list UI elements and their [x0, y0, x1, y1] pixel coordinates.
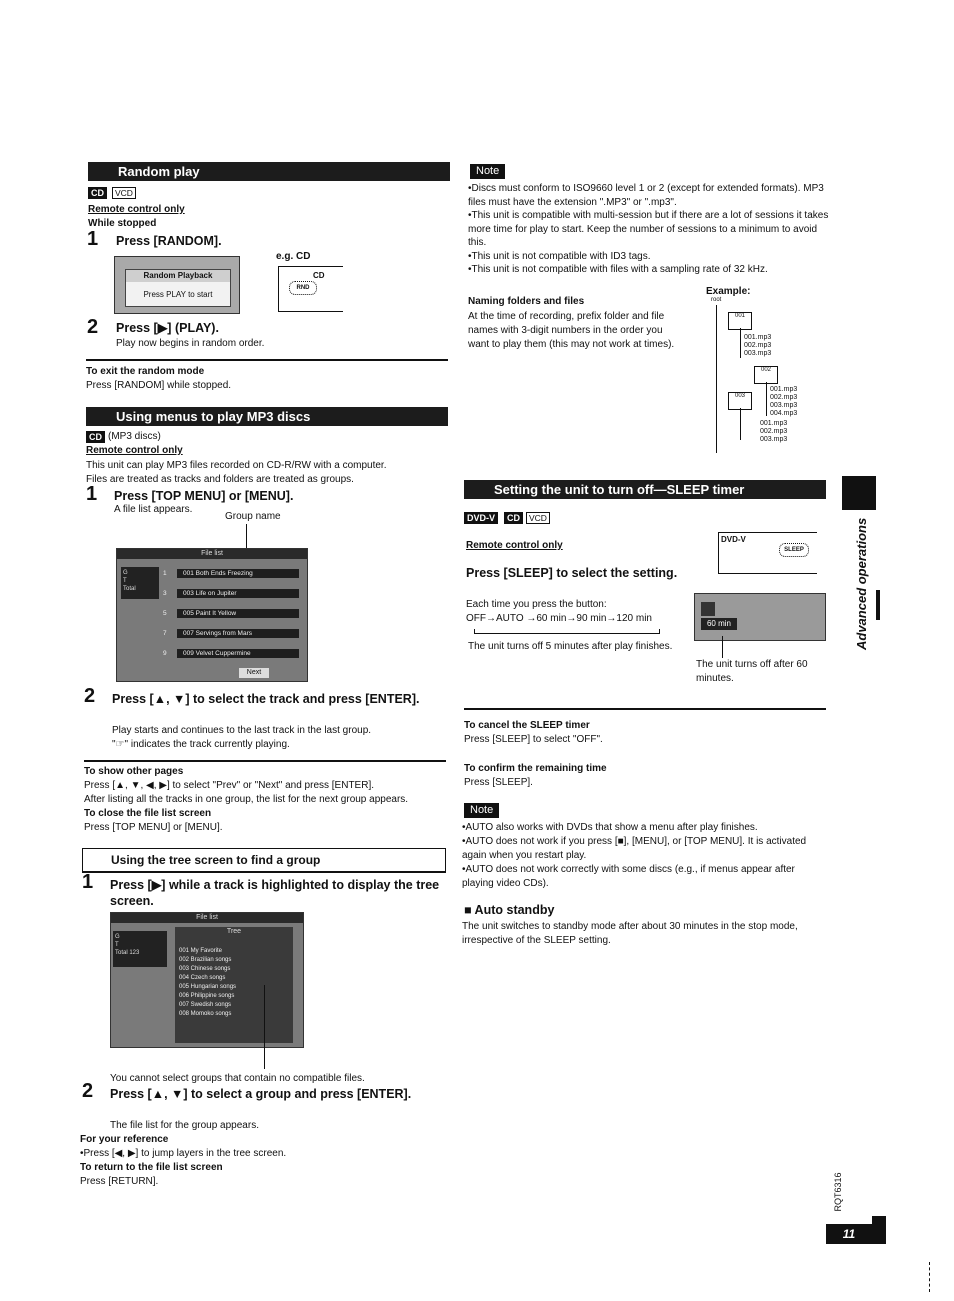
vcd-badge: VCD [112, 187, 136, 199]
remote-only-label: Remote control only [466, 540, 563, 551]
naming-title: Naming folders and files [468, 296, 585, 307]
dvd-v-badge: DVD-V [464, 512, 498, 524]
tree-caption: You cannot select groups that contain no compatible files. [110, 1073, 365, 1084]
step-title: Press [▲, ▼] to select the track and press [ENTER]. [112, 692, 420, 706]
document-code: RQT6316 [833, 1172, 843, 1212]
step-text: Play now begins in random order. [116, 338, 265, 349]
note-item: •AUTO also works with DVDs that show a menu after play finishes. [462, 822, 758, 833]
list-item-name: 003 Life on Jupiter [183, 590, 237, 597]
list-item-number: 7 [163, 630, 167, 637]
step-title: Press [SLEEP] to select the setting. [466, 566, 678, 580]
each-time-text: Each time you press the button: [466, 599, 607, 610]
side-section-label: Advanced operations [854, 517, 869, 650]
tree-item: 005 Hungarian songs [179, 984, 237, 990]
step-title: Press [TOP MENU] or [MENU]. [114, 489, 294, 503]
step-text: Play starts and continues to the last track in the last group. [112, 725, 372, 736]
remote-illustration [718, 532, 817, 574]
section-header-random-play: Random play [88, 162, 450, 181]
other-pages-text: After listing all the tracks in one group, the list for the next group appears. [84, 794, 409, 805]
subsection-header-tree [82, 848, 446, 873]
list-item [163, 649, 299, 658]
example-label: Example: [706, 286, 751, 297]
screen-dialog-title: Random Playback [126, 270, 230, 282]
step-title: Press [▶] while a track is highlighted to display the tree screen. [110, 878, 440, 908]
tree-branch [740, 328, 741, 358]
random-playback-screen [114, 256, 240, 314]
file-list-screen [116, 548, 308, 682]
cd-badge: CD [86, 431, 105, 443]
file-list [760, 420, 787, 444]
other-pages-title: To show other pages [84, 766, 184, 777]
list-item-number: 5 [163, 610, 167, 617]
step-number: 1 [87, 228, 99, 250]
confirm-time-title: To confirm the remaining time [464, 763, 607, 774]
return-title: To return to the file list screen [80, 1162, 223, 1173]
sleep-sequence: OFF→AUTO →60 min→90 min→120 min [466, 613, 652, 624]
file-list [770, 386, 797, 418]
side-label: Total [123, 586, 136, 592]
tree-item: 006 Philippine songs [179, 993, 235, 999]
remote-mode-label: DVD-V [721, 535, 746, 544]
file-name: 003.mp3 [760, 436, 788, 443]
intro-text: Files are treated as tracks and folders are treated as groups. [86, 474, 354, 485]
intro-text: This unit can play MP3 files recorded on CD-R/RW with a computer. [86, 460, 387, 471]
auto-note: The unit turns off 5 minutes after play finishes. [468, 641, 673, 652]
step-number: 2 [82, 1080, 94, 1102]
screen-header: File list [111, 913, 303, 923]
file-name: 003.mp3 [770, 402, 798, 409]
note-label: Note [470, 164, 505, 179]
reference-title: For your reference [80, 1134, 169, 1145]
tree-screen [110, 912, 304, 1048]
sequence-loop-arrow [474, 629, 660, 634]
tree-panel [175, 927, 293, 1043]
step-title: Press [RANDOM]. [116, 234, 222, 248]
sleep-display-caption: The unit turns off after 60 minutes. [696, 659, 808, 684]
page-number: 11 [826, 1224, 872, 1244]
side-bar-marker [876, 590, 880, 620]
side-label: Total 123 [115, 950, 140, 956]
note-list [468, 182, 830, 277]
cd-button-label: CD [313, 271, 325, 280]
file-name: 004.mp3 [770, 410, 798, 417]
auto-standby-text: The unit switches to standby mode after about 30 minutes in the stop mode, irrespective of the SLEEP setting. [462, 921, 798, 946]
folder-icon: 001 [728, 312, 752, 330]
mp3-discs-label: (MP3 discs) [108, 431, 161, 442]
list-item [163, 609, 299, 618]
file-name: 001.mp3 [744, 334, 772, 341]
screen-header: File list [117, 549, 307, 559]
file-name: 003.mp3 [744, 350, 772, 357]
divider [464, 708, 826, 710]
callout-line [722, 636, 723, 658]
remote-only-label: Remote control only [88, 204, 185, 215]
section-header-sleep-timer: Setting the unit to turn off—SLEEP timer [464, 480, 826, 499]
section-header-mp3-menus: Using menus to play MP3 discs [86, 407, 448, 426]
tree-panel-label: Tree [226, 928, 242, 935]
tree-item: 007 Swedish songs [179, 1002, 232, 1008]
file-name: 002.mp3 [760, 428, 788, 435]
vcd-badge: VCD [526, 512, 550, 524]
screen-side-panel [121, 567, 159, 599]
auto-standby-title: ■ Auto standby [464, 903, 555, 917]
tree-trunk [716, 305, 717, 453]
file-list [744, 334, 771, 358]
note-item: •Discs must conform to ISO9660 level 1 or 2 (except for extended formats). MP3 files must have the extension ".MP3" or ".mp3". [468, 183, 824, 208]
note-item: •AUTO does not work if you press [■], [MENU], or [TOP MENU]. It is activated again when you restart play. [462, 836, 807, 861]
tree-item: 004 Czech songs [179, 975, 226, 981]
group-name-callout: Group name [225, 511, 281, 522]
sleep-display-value: 60 min [701, 618, 737, 630]
note-list [462, 821, 826, 891]
divider [86, 359, 448, 361]
subsection-title: Using the tree screen to find a group [111, 853, 321, 867]
callout-line [264, 985, 265, 1069]
confirm-time-text: Press [SLEEP]. [464, 777, 533, 788]
cancel-sleep-title: To cancel the SLEEP timer [464, 720, 590, 731]
step-number: 2 [87, 316, 99, 338]
step-number: 1 [82, 871, 94, 893]
tree-branch [740, 408, 741, 440]
file-name: 002.mp3 [770, 394, 798, 401]
step-text: The file list for the group appears. [110, 1120, 259, 1131]
reference-text: •Press [◀, ▶] to jump layers in the tree screen. [80, 1148, 287, 1159]
list-item [163, 629, 299, 638]
naming-text: At the time of recording, prefix folder and file names with 3-digit numbers in the order you want to play them (this may not work at times). [468, 311, 675, 350]
other-pages-text: Press [▲, ▼, ◀, ▶] to select "Prev" or "Next" and press [ENTER]. [84, 780, 375, 791]
list-item-name: 009 Velvet Cuppermine [183, 650, 251, 657]
step-number: 2 [84, 685, 96, 707]
tree-item: 008 Momoko songs [179, 1011, 232, 1017]
section-tab-marker [842, 476, 876, 510]
unit-display [694, 593, 826, 641]
return-text: Press [RETURN]. [80, 1176, 159, 1187]
note-item: •This unit is not compatible with ID3 tags. [468, 250, 651, 262]
tree-item: 003 Chinese songs [179, 966, 231, 972]
file-name: 001.mp3 [760, 420, 788, 427]
tree-item: 001 My Favorite [179, 948, 223, 954]
note-item: •AUTO does not work correctly with some discs (e.g., if menus appear after playing video CDs). [462, 864, 795, 889]
list-item-name: 007 Servings from Mars [183, 630, 252, 637]
note-item: •This unit is not compatible with files with a sampling rate of 32 kHz. [468, 264, 768, 275]
tree-item: 002 Brazilian songs [179, 957, 232, 963]
tree-list [179, 947, 236, 1019]
while-stopped-label: While stopped [88, 218, 157, 229]
step-title: Press [▶] (PLAY). [116, 321, 219, 335]
file-list-appears-text: A file list appears. [114, 504, 193, 515]
step-title: Press [▲, ▼] to select a group and press [ENTER]. [110, 1087, 412, 1101]
folder-icon: 003 [728, 392, 752, 410]
remote-only-label: Remote control only [86, 445, 183, 456]
sleep-button-icon: SLEEP [779, 543, 809, 557]
list-item-number: 1 [163, 570, 167, 577]
exit-random-title: To exit the random mode [86, 366, 205, 377]
cd-badge: CD [88, 187, 107, 199]
file-name: 001.mp3 [770, 386, 798, 393]
close-list-title: To close the file list screen [84, 808, 212, 819]
step-number: 1 [86, 483, 98, 505]
screen-side-panel [113, 931, 167, 967]
list-item-name: 001 Both Ends Freezing [183, 570, 253, 577]
file-name: 002.mp3 [744, 342, 772, 349]
side-label: T [123, 578, 127, 584]
list-item [163, 569, 299, 578]
remote-illustration [278, 266, 343, 312]
cd-badge: CD [504, 512, 523, 524]
side-label: G [123, 570, 128, 576]
step-text: "☞" indicates the track currently playing. [112, 739, 290, 750]
list-item-number: 9 [163, 650, 167, 657]
close-list-text: Press [TOP MENU] or [MENU]. [84, 822, 223, 833]
cancel-sleep-text: Press [SLEEP] to select "OFF". [464, 734, 603, 745]
moon-icon [701, 602, 715, 616]
divider [84, 760, 446, 762]
random-button-icon: RND [289, 281, 317, 295]
exit-random-text: Press [RANDOM] while stopped. [86, 380, 232, 391]
page-number-tab [872, 1216, 886, 1244]
tree-branch [766, 382, 767, 416]
side-label: G [115, 934, 120, 940]
next-button: Next [239, 668, 269, 678]
note-item: •This unit is compatible with multi-session but if there are a lot of sessions it takes more time for play to start. Keep the number of sessions to a minimum to avoid this. [468, 210, 829, 248]
folder-icon: 002 [754, 366, 778, 384]
root-label: root [711, 297, 722, 303]
side-label: T [115, 942, 119, 948]
note-label: Note [464, 803, 499, 818]
list-item-number: 3 [163, 590, 167, 597]
list-item-name: 005 Paint It Yellow [183, 610, 237, 617]
screen-dialog [125, 269, 231, 307]
example-label: e.g. CD [276, 251, 311, 262]
screen-dialog-text: Press PLAY to start [143, 290, 213, 299]
trim-mark [929, 1262, 931, 1292]
list-item [163, 589, 299, 598]
